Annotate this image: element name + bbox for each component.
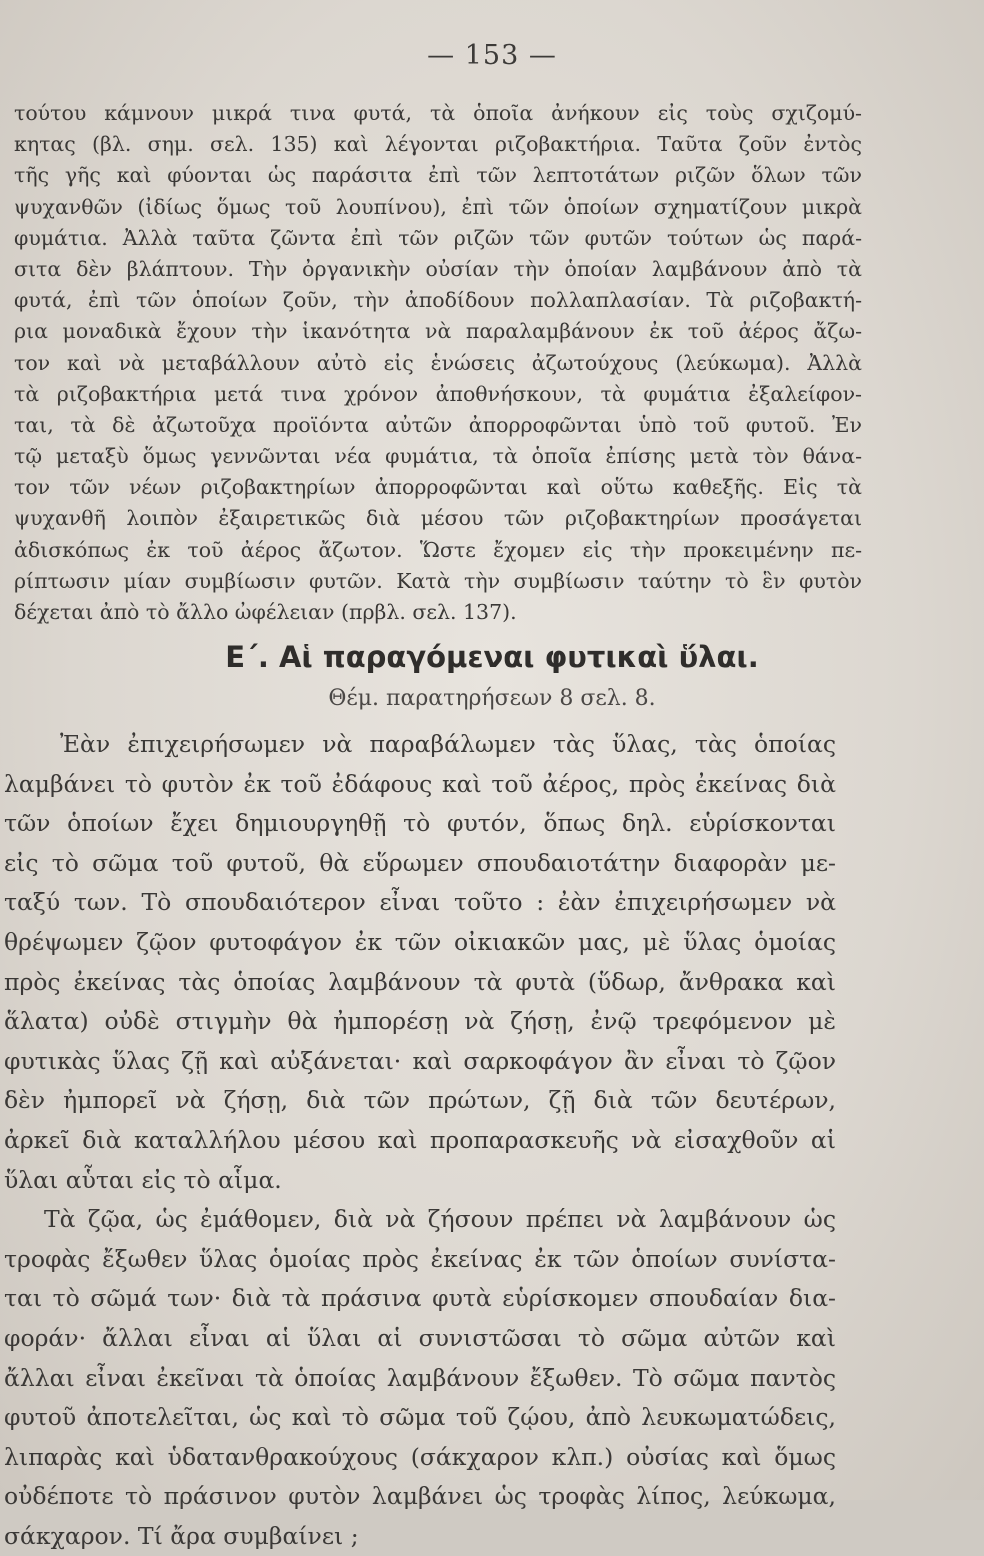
text-line: ταξύ των. Τὸ σπουδαιότερον εἶναι τοῦτο : ἐὰν ἐπιχειρήσωμεν νὰ xyxy=(4,888,836,917)
text-line: τῶν ὁποίων ἔχει δημιουργηθῇ τὸ φυτόν, ὅπως δηλ. εὑρίσκονται xyxy=(4,809,836,838)
text-line: λιπαρὰς καὶ ὑδατανθρακούχους (σάκχαρον κλπ.) οὐσίας καὶ ὅμως xyxy=(4,1442,836,1471)
text-line: ἀρκεῖ διὰ καταλλήλου μέσου καὶ προπαρασκευῆς νὰ εἰσαχθοῦν αἱ xyxy=(4,1125,836,1154)
text-line: φοράν· ἄλλαι εἶναι αἱ ὕλαι αἱ συνιστῶσαι τὸ σῶμα αὐτῶν καὶ xyxy=(4,1323,836,1352)
text-line: φυμάτια. Ἀλλὰ ταῦτα ζῶντα ἐπὶ τῶν ριζῶν τῶν φυτῶν τούτων ὡς παρά- xyxy=(14,225,862,250)
text-line: πρὸς ἐκείνας τὰς ὁποίας λαμβάνουν τὰ φυτὰ (ὕδωρ, ἄνθρακα καὶ xyxy=(4,967,836,996)
page-number: — 153 — xyxy=(427,40,557,71)
text-line: ρια μοναδικὰ ἔχουν τὴν ἱκανότητα νὰ παραλαμβάνουν ἐκ τοῦ ἀέρος ἄζω- xyxy=(14,319,862,344)
section-subheading: Θέμ. παρατηρήσεων 8 σελ. 8. xyxy=(328,686,656,711)
text-line: ὕλαι αὗται εἰς τὸ αἷμα. xyxy=(4,1165,282,1194)
text-line: φυτικὰς ὕλας ζῇ καὶ αὐξάνεται· καὶ σαρκοφάγον ἂν εἶναι τὸ ζῷον xyxy=(4,1046,836,1075)
text-line: λαμβάνει τὸ φυτὸν ἐκ τοῦ ἐδάφους καὶ τοῦ ἀέρος, πρὸς ἐκείνας διὰ xyxy=(4,769,836,798)
text-line: οὐδέποτε τὸ πράσινον φυτὸν λαμβάνει ὡς τροφὰς λίπος, λεύκωμα, xyxy=(4,1482,836,1511)
text-line: κητας (βλ. σημ. σελ. 135) καὶ λέγονται ριζοβακτήρια. Ταῦτα ζοῦν ἐντὸς xyxy=(14,132,862,157)
text-line: τὰ ριζοβακτήρια μετά τινα χρόνον ἀποθνήσκουν, τὰ φυμάτια ἐξαλείφον- xyxy=(14,381,862,406)
text-line: δέχεται ἀπὸ τὸ ἄλλο ὠφέλειαν (πρβλ. σελ. 137). xyxy=(14,600,517,624)
text-line: ται, τὰ δὲ ἀζωτοῦχα προϊόντα αὐτῶν ἀπορροφῶνται ὑπὸ τοῦ φυτοῦ. Ἐν xyxy=(14,412,862,437)
text-line: ται τὸ σῶμά των· διὰ τὰ πράσινα φυτὰ εὑρίσκομεν σπουδαίαν δια- xyxy=(4,1284,836,1313)
text-line: ἄλλαι εἶναι ἐκεῖναι τὰ ὁποίας λαμβάνουν ἔξωθεν. Τὸ σῶμα παντὸς xyxy=(4,1363,836,1392)
text-line: ψυχανθῆ λοιπὸν ἐξαιρετικῶς διὰ μέσου τῶν ριζοβακτηρίων προσάγεται xyxy=(14,506,862,531)
text-line: τούτου κάμνουν μικρά τινα φυτά, τὰ ὁποῖα ἀνήκουν εἰς τοὺς σχιζομύ- xyxy=(14,101,862,125)
text-line: φυτά, ἐπὶ τῶν ὁποίων ζοῦν, τὴν ἀποδίδουν πολλαπλασίαν. Τὰ ριζοβακτή- xyxy=(14,288,862,313)
text-line: ἅλατα) οὐδὲ στιγμὴν θὰ ἠμπορέσῃ νὰ ζήσῃ, ἐνῷ τρεφόμενον μὲ xyxy=(4,1007,836,1036)
text-line: θρέψωμεν ζῷον φυτοφάγον ἐκ τῶν οἰκιακῶν μας, μὲ ὕλας ὁμοίας xyxy=(4,927,836,956)
text-line: σάκχαρον. Τί ἄρα συμβαίνει ; xyxy=(4,1521,359,1550)
text-line: τῆς γῆς καὶ φύονται ὡς παράσιτα ἐπὶ τῶν λεπτοτάτων ριζῶν ὅλων τῶν xyxy=(14,163,862,188)
text-line: δὲν ἠμπορεῖ νὰ ζήσῃ, διὰ τῶν πρώτων, ζῇ διὰ τῶν δευτέρων, xyxy=(4,1086,836,1115)
section-heading: Ε΄. Αἱ παραγόμεναι φυτικαὶ ὕλαι. xyxy=(225,640,759,674)
text-line: φυτοῦ ἀποτελεῖται, ὡς καὶ τὸ σῶμα τοῦ ζῴου, ἀπὸ λευκωματώδεις, xyxy=(4,1403,836,1432)
text-line: ψυχανθῶν (ἰδίως ὅμως τοῦ λουπίνου), ἐπὶ τῶν ὁποίων σχηματίζουν μικρὰ xyxy=(14,194,862,219)
text-line: Ἐὰν ἐπιχειρήσωμεν νὰ παραβάλωμεν τὰς ὕλας, τὰς ὁποίας xyxy=(60,730,836,758)
text-line: τῷ μεταξὺ ὅμως γεννῶνται νέα φυμάτια, τὰ ὁποῖα ἐπίσης μετὰ τὸν θάνα- xyxy=(14,444,862,469)
text-line: τον καὶ νὰ μεταβάλλουν αὐτὸ εἰς ἑνώσεις ἀζωτούχους (λεύκωμα). Ἀλλὰ xyxy=(14,350,862,375)
text-line: τον τῶν νέων ριζοβακτηρίων ἀπορροφῶνται καὶ οὕτω καθεξῆς. Εἰς τὰ xyxy=(14,475,862,500)
text-line: σιτα δὲν βλάπτουν. Τὴν ὀργανικὴν οὐσίαν τὴν ὁποίαν λαμβάνουν ἀπὸ τὰ xyxy=(14,256,862,281)
paragraph-ritzobakteria xyxy=(14,98,862,628)
text-line: ἀδισκόπως ἐκ τοῦ ἀέρος ἄζωτον. Ὥστε ἔχομεν εἰς τὴν προκειμένην πε- xyxy=(14,537,862,562)
text-line: Τὰ ζῷα, ὡς ἐμάθομεν, διὰ νὰ ζήσουν πρέπει νὰ λαμβάνουν ὡς xyxy=(44,1205,836,1234)
paragraph-plant-substances xyxy=(4,725,836,1556)
text-line: ρίπτωσιν μίαν συμβίωσιν φυτῶν. Κατὰ τὴν συμβίωσιν ταύτην τὸ ἓν φυτὸν xyxy=(14,568,862,593)
text-line: εἰς τὸ σῶμα τοῦ φυτοῦ, θὰ εὕρωμεν σπουδαιοτάτην διαφορὰν με- xyxy=(4,848,836,877)
text-line: τροφὰς ἔξωθεν ὕλας ὁμοίας πρὸς ἐκείνας ἐκ τῶν ὁποίων συνίστα- xyxy=(4,1244,836,1273)
